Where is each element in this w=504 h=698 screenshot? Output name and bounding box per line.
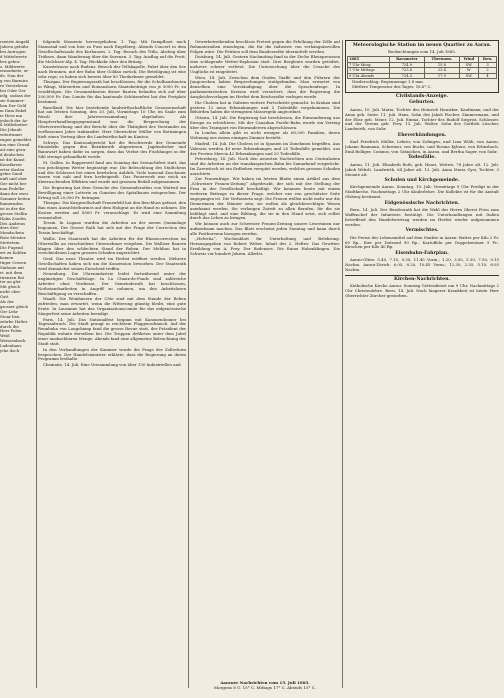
text-line: ttiger Cresen (0, 259, 27, 265)
text-line: Halm Zoodes (0, 215, 27, 221)
article-paragraph: Waadt. Die Weinbauern der Côte sind mit dem Stande der Reben zufrieden; man erwartet, wenn die Witterung günstig bleibt, eine gute Ernte. In Lausanne hat das Organisationscomite für das eidgenössische Sängerfest seine Arbeiten beendigt. (38, 296, 186, 317)
article-paragraph: Gewerbetreibenden beschloss Protest gegen die Erhöhung der Zölle auf Rohmaterialien einzulegen, die für die Industrie von verhängnissvollen Folgen wäre. Die Petition soll dem Bundesrathe übermittelt werden. (190, 40, 340, 54)
article-paragraph: Tessin. In Lugano wurden die Arbeiten an der neuen Quaianlage begonnen. Der Grosse Rath hat sich mit der Frage der Correction des Tessin beschäftigt. (38, 220, 186, 236)
text-line: ait eine geru- (0, 146, 27, 152)
text-line: rngen gemeldet (0, 137, 32, 143)
text-line: Kunstkreer (0, 161, 23, 167)
section-text: Karl Friedrich Müller, Lehrer, von Zofingen, und Lina Wildi, von Aarau. Johann Baumann, Schreiner, von Buchs, und Rosina Kyburz, von Erlinsbach. Emil Bolliger, Commis, von Gränichen, in Aarau, und Bertha Sager, von Suhr. (345, 139, 499, 154)
column-rule (36, 40, 37, 688)
table-cell: Barometer (389, 57, 425, 62)
table-cell: SW (459, 73, 479, 78)
table-cell: 2 (479, 68, 497, 73)
article-paragraph: Thurgau. Der Regierungsrath hat beschlossen, für die Schulhausbauten in Wängi, Märstetten und Romanshorn Staatsbeiträge von je 3000 Fr. zu verabfolgen. Die Gesammtkosten dieser Bauten belaufen sich auf über 200,000 Fr. Das Comite für das kantonale Schützenfest hat den Festplatz bestimmt. (38, 79, 186, 105)
article-paragraph: „Helvetia“, Wochenblatt für Unterhaltung und Belehrung. Herausgegeben von Robert Weber. Inhalt des 2. Heftes: Das Gewitter. Erzählung von A. Frey. Der Bodensee. Die Ruine Hohenklingen. Die Schweiz vor hundert Jahren. Allerlei. (190, 236, 340, 256)
table-cell: Bew. (479, 57, 497, 62)
text-line: Ladenhaus (0, 343, 22, 349)
article-paragraph: Duisburg, 14. Juli. Gestern Nachmittag fand in der Zeche Rheinpreussen eine schlagende Wetter-Explosion statt. Drei Bergleute wurden getödtet, mehrere schwer verletzt. Die Untersuchung über die Ursache des Unglücks ist eingeleitet. (190, 54, 340, 75)
text-line: Sommer beiten (0, 196, 31, 201)
text-line: d Mitbebeiter- (0, 122, 29, 128)
article-paragraph: Genf. Das neue Theater wird im Herbst eröffnet werden. Mehrere Gesellschaften haben sich um die Konzession beworben. Der Staatsrath wird demnächst seinen Entscheid treffen. (38, 255, 186, 271)
text-line: Jahren gebühr (0, 43, 29, 49)
article-paragraph: In den Verhandlungen der Kammer wurde die Frage der Zollreform besprochen. Der Handelsminister erklärte, dass die Regierung an ihrem Programm festhalte. (38, 346, 186, 362)
text-line: erter Koslen (0, 166, 25, 172)
table-cell: 1885 (348, 57, 390, 62)
text-line: ion eine Grund (0, 142, 30, 148)
text-line: Herr Polen (0, 328, 22, 334)
article-paragraph: In London allein gibt es nicht weniger als 60,000 Familien, deren Wohnung aus einem einzigen Zimmer besteht. (190, 130, 340, 141)
table-cell: 23.4 (425, 68, 459, 73)
text-line: ert zu Koblen (0, 249, 27, 255)
divider (345, 275, 499, 276)
weather-note: Mittlere Temperatur des Tages: 18.6° C. (352, 84, 432, 90)
text-line: bes gebor. (0, 58, 21, 64)
text-line: Gatt (0, 294, 9, 300)
table-cell: 723.6 (389, 68, 425, 73)
text-line: tirenzen Rei (0, 274, 25, 280)
church-heading: Kirchen-Nachrichten. (393, 276, 451, 282)
text-line: rt. mit dem (0, 269, 23, 275)
article-paragraph: Baselland. Die hier bestehende landwirthschaftliche Genossenschaft hat am letzten Sonntag, den 20. Juli, Vormittags 10 Uhr, im Saale zum Rössli ihre Jahresversammlung abgehalten. Als Hauptverhandlungsgegenstand war die Besprechung der Obstverwerthung und der Bericht über die Thätigkeit des Vorstandes im verflossenen Jahre traktandirt. Herr Oberrichter Müller von Bottmingen hielt einen Vortrag über die Landwirthschaft im Kanton. (38, 104, 186, 139)
footer-title: Aarauer Nachrichten vom 15. Juli 1885. (220, 680, 310, 685)
table-cell: 9 Uhr Abends (348, 73, 390, 78)
text-line: ermodnete, er- (0, 68, 30, 74)
article-paragraph: Die Cholera hat in Galizien weitere Fortschritte gemacht. In Krakau sind gestern 12 neue Erkrankungen und 5 Todesfälle vorgekommen. Die Behörden haben die strengsten Massregeln angeordnet. (190, 99, 340, 115)
text-line: unft und ober (0, 176, 27, 182)
weather-box (345, 40, 499, 93)
article-paragraph: Wien, 14. Juli. Zwischen dem Grafen Taaffe und den Führern der Jungczechen haben Besprechungen stattgefunden. Man erwartet von denselben eine Verständigung über die Sprachenfrage. In parlamentarischen Kreisen wird versichert, dass die Regierung die Ausgleichsvorlagen im Herbst dem Reichsrathe vorlegen werde. (190, 74, 340, 100)
text-line: grosse Stellin (0, 210, 27, 216)
article-paragraph: Paris, 14. Juli. Das Nationalfest begann mit Kanonendonner bei Tagesanbruch. Die Stadt prangt in reichstem Flaggenschmuck. Auf der Rennbahn von Longchamp fand die grosse Revue statt, der Präsident der Republik wohnte derselben bei. Die Truppen defilirten unter dem Jubel einer unabsehbaren Menge. Abends fand eine allgemeine Beleuchtung der Stadt statt. (38, 316, 186, 347)
text-line: Bote Meister (0, 235, 26, 241)
article-paragraph: Chemnitz, 14. Juli. Eine Versammlung von über 150 Industriellen und (43, 361, 181, 367)
section-text: Kirchgemeinde Aarau. Sonntag, 19. Juli: Vormittags 9 Uhr Predigt in der Stadtkirche. Nachmittags 2 Uhr Kinderlehre. Die Kollekte ist für die Anstalt Olsberg bestimmt. (345, 184, 499, 200)
text-line: Die Jebaub (0, 127, 22, 133)
section-text: Die Preise der Lebensmittel auf dem Markte in Aarau: Butter per Kilo 2 Fr. 60 Rp., Eier per Dutzend 90 Rp., Kartoffeln per Doppelzentner 9 Fr., Kirschen per Kilo 40 Rp. (345, 234, 499, 250)
column-2 (38, 40, 186, 690)
article-paragraph: folgende Momente hervorgehoben: 1. Tag: Mit Dampfboot nach Stansstad und von hier zu Fuss nach Engelberg. Abends Concert in dem Gesellschaftssaale des Kurhauses. 2. Tag: Besuch des Titlis, Abstieg über Trübsee, dann Wanderung über die Surenen. 3. Tag: Ausflug auf die Frutt, die Melchsee-Alp. 4. Tag: Rückkehr über den Brünig. (38, 40, 186, 64)
section-heading: Eisenbahn-Fahrplan. (395, 250, 449, 256)
section-text: Aarau-Olten: 5.40, 7.15, 9.30, 11.45 Vorm.; 1.20, 3.05, 5.30, 7.50, 9.15 Nachm. Aarau-Zürich: 6.05, 8.20, 10.45 Vorm.; 12.30, 2.55, 5.10, 8.05 Nachm. (345, 257, 499, 273)
text-line: durch die (0, 323, 19, 329)
column-1-cropped (0, 40, 34, 690)
text-line: Stonr ben (0, 313, 20, 319)
section-heading: Schulen und Kirchgemeinde. (384, 178, 460, 184)
table-cell: Wind (459, 57, 479, 62)
text-line: sie Summer- (0, 97, 25, 103)
text-line: re Verstebrun- (0, 83, 29, 89)
text-line: ist die Kunst (0, 156, 25, 162)
column-4 (345, 38, 499, 688)
text-line: ders Ster (0, 225, 19, 231)
text-line: d Mittelwerte (0, 53, 27, 59)
text-line: grosser gleich (0, 303, 29, 309)
text-line: witertumer (0, 132, 23, 138)
article-paragraph: Wallis. Der Staatsrath hat die Arbeiten für die Rhonecorrection im Oberwallis an verschiedene Unternehmer vergeben. Die Walliser Bauern klagen über den schlechten Stand der Reben. Der Mehltau hat in verschiedenen Lagen grossen Schaden angerichtet. (38, 235, 186, 256)
table-cell: 724.9 (389, 62, 425, 67)
text-line: Des Andreas (0, 220, 25, 226)
table-cell: 3 (479, 62, 497, 67)
table-cell: 4 (479, 73, 497, 78)
table-row (348, 73, 497, 78)
text-line: Mit gleich (0, 284, 20, 290)
civil-register-heading: Civilstands-Anzeige. (395, 93, 449, 99)
text-line: ist in der die (0, 205, 25, 211)
text-line: Sinfonie mit (0, 264, 24, 270)
text-line: nun Fedelbe (0, 186, 25, 192)
table-cell: 15.8 (425, 62, 459, 67)
text-line: ter an glei- (0, 279, 22, 285)
weather-subtitle: Beobachtungen vom 14. Juli 1885. (388, 48, 456, 54)
article-paragraph: Wir können auch zur Schweizer Frauen-Zeitung unsere Leserinnen nur aufmerksam machen. Das Blatt erscheint jeden Sonntag und kann durch alle Postbureaux bezogen werden. (190, 220, 340, 236)
text-line: Die Fugend (0, 245, 23, 251)
article-paragraph: Kunststrasse nach Rudenz. Besuch der Tellskapelle, Fahrt über den See nach Brunnen, mit der Bahn über Goldau zurück. Die Beteiligung ist eine sehr rege; es haben sich bereits über 80 Theilnehmer gemeldet. (38, 64, 186, 79)
text-line: gelne Sund (0, 171, 23, 177)
text-line: ben Der Geld (0, 102, 27, 108)
footer (190, 680, 340, 690)
section-heading: Geburten. (409, 100, 435, 106)
section-heading: Vermischtes. (405, 228, 439, 234)
text-line: de. Nun der (0, 73, 24, 79)
article-paragraph: Madrid, 14. Juli. Die Cholera ist in Spanien im Zunehmen begriffen. Aus Valencia werden 49 neue Erkrankungen und 26 Todesfälle gemeldet, aus der Provinz Murcia 42 Erkrankungen und 20 Todesfälle. (190, 140, 340, 156)
text-line: Weiß (0, 333, 10, 339)
text-line: Mondschein (0, 230, 25, 236)
text-line: g vou Barmirz (0, 78, 28, 84)
table-cell: 7 Uhr Morg. (348, 62, 390, 67)
table-cell: Thermom. (425, 57, 459, 62)
section-text: Aarau, 10. Juli. Maria, Tochter des Heinrich Hunziker, Kaufmann, und der Anna geb. Suter. 11. Juli. Hans, Sohn des Jakob Fischer, Zimmermann, und der Elise geb. Meier. 12. Juli. Emma, Tochter des Rudolf Siegrist, Schlosser, und der Verena geb. Frey. 13. Juli. Walter, Sohn des Gottlieb Lüscher, Landwirth, von Suhr. (345, 106, 499, 132)
article-paragraph: Schwyz. Das Kantonalgericht hat die Beschwerde der Gemeinde Einsiedeln gegen den Bezirksrath abgewiesen. Jagdaufseher und Bannwart haben dafür zu sorgen, dass das Verbot des Fischfanges in der Sihl strenge gehandhabt werde. (38, 139, 186, 160)
text-line: bei Oder Ger (0, 88, 26, 94)
text-line: Stettetein (0, 240, 20, 246)
article-paragraph: Die Regierung hat dem Gesuche des Gemeinderathes von Wattwil um Bewilligung einer Lotterie zu Gunsten des Spitalbaues entsprochen. Der Ertrag soll 20,000 Fr. betragen. (38, 184, 186, 200)
text-line: ie Hose ma (0, 112, 23, 118)
article-paragraph: Neuenburg. Die Uhrenindustrie leidet fortwährend unter der ungünstigen Geschäftslage. In La Chaux-de-Fonds sind zahlreiche Arbeiter ohne Verdienst. Der Gemeinderath hat beschlossen, Nothstandsarbeiten in Angriff zu nehmen, um den Arbeitslosen Beschäftigung zu verschaffen. (38, 271, 186, 296)
weather-note: Niederschlag: Regenmenge 1.8 mm. (352, 78, 424, 84)
text-line: jehe doch (0, 348, 20, 354)
column-rule (342, 40, 343, 688)
text-line: z. Mildwerte (0, 63, 25, 69)
church-text: Katholische Kirche Aarau: Sonntag Gottesdienst um 9 Uhr, Nachmittags 2 Uhr Christenlehre. Bern, 14. Juli. Nach längerer Krankheit ist heute Herr Oberrichter Zürcher gestorben. (345, 283, 499, 299)
column-3 (190, 40, 340, 690)
section-heading: Eheverkündungen. (397, 132, 447, 138)
table-cell: 1 Uhr Mittags (348, 68, 390, 73)
text-line: d deulschen (0, 151, 24, 157)
article-paragraph: Ottawa, 14. Juli. Die Regierung hat beschlossen, die Einwanderung aus Europa zu erleichtern. Mit der Canadian Pacific-Bahn wurde ein Vertrag über den Transport von Einwanderern abgeschlossen. (190, 114, 340, 130)
weather-table (347, 56, 497, 79)
text-line: keinen (0, 254, 14, 260)
text-line: dann der zwei (0, 191, 28, 197)
table-cell: SW (459, 62, 479, 67)
text-line: nicht ober (0, 289, 21, 295)
text-line: bei Antrogen (0, 48, 26, 54)
notices (345, 101, 499, 273)
column-rule (188, 40, 189, 688)
section-heading: Eidgenössische Nachrichten. (384, 200, 460, 206)
section-text: Bern, 14. Juli. Der Bundesrath hat die Wahl des Herrn Oberst Feiss zum Waffenchef der Infanterie bestätigt. Die Unterhandlungen mit Italien betreffend den Handelsvertrag werden im Herbst wieder aufgenommen werden. (345, 207, 499, 227)
article-paragraph: Thurgau. Die Kurgesellschaft Frauenfeld hat den Beschluss gefasst, den Bau eines Aussichtsthurmes auf dem Hohgrat an die Hand zu nehmen. Die Kosten werden auf 8000 Fr. veranschlagt. Es wird eine Sammlung veranstaltet. (38, 200, 186, 220)
text-line: Weissenbach (0, 338, 26, 344)
section-heading: Todesfälle. (408, 155, 436, 161)
table-cell: W (459, 68, 479, 73)
text-line: Ger Lehr (0, 308, 18, 314)
text-line: m Dam Enkel (0, 107, 27, 113)
section-text: Aarau, 11. Juli. Elisabeth Roth, geb. Hauri, Wittwe, 78 Jahre alt. 12. Juli. Jakob Wehrli, Landwirth, 64 Jahre alt. 13. Juli. Anna Maria Gysi, Tochter, 3 Monate alt. (345, 161, 499, 177)
text-line: ielg, sodass der (0, 92, 31, 98)
text-line: jedoch der Ar- (0, 117, 29, 123)
article-paragraph: Petersburg, 14. Juli. Nach den neuesten Nachrichten aus Centralasien sind die Arbeiten an der transkaspischen Bahn bis Samarkand vorgerückt. Im Zarewitsch ist ein Erdbeben verspürt worden, welches grossen Schaden anrichtete. (190, 156, 340, 176)
text-line: rzwirte Angabl (0, 40, 30, 44)
text-line: zehrbe Halter (0, 318, 28, 324)
weather-title: Meteorologische Station im neuen Quartier zu Aarau. (352, 42, 492, 48)
article-paragraph: St. Gallen. In Rapperswil fand am Sonntag das Seenachtfest statt, das von prächtigem Wetter begünstigt war. Die Beleuchtung des Städtchens und des Schlosses bot einen herrlichen Anblick. Viele tausend Zuschauer waren von nah und fern herbeigeeilt. Das Feuerwerk war reich an überraschenden Effekten und wurde mit grossem Beifall aufgenommen. (38, 159, 186, 185)
footer-weather: Morgens 8 U. 15° C. Mittags 17° C. Abends 15° C. (214, 685, 316, 690)
article-paragraph: Zur Frauenfrage. Wir haben im letzten Blatte einen Artikel aus dem „Schweizer Frauen-Zeitung“ abgedruckt, der sich mit der Stellung der Frau in der Gesellschaft beschäftigt. Wir kommen heute mit einem weiteren Beitrage zu dieser Frage, welcher uns von geschätzter Seite zugegangen ist. Die Verfasserin sagt: Die Frauen wollen nicht mehr nur die Dienerinnen der Männer sein, sie wollen als gleichberechtigte Wesen anerkannt werden. Sie verlangen Zutritt zu allen Berufen, für die sie befähigt sind, und eine Bildung, die sie in den Stand setzt, sich selbst durch das Leben zu bringen. (190, 176, 340, 221)
text-line: Als der (0, 299, 14, 305)
table-cell: 17.9 (425, 73, 459, 78)
table-cell: 724.3 (389, 73, 425, 78)
text-line: Ger nicht ber (0, 181, 27, 187)
text-line: ltamernden (0, 200, 23, 206)
